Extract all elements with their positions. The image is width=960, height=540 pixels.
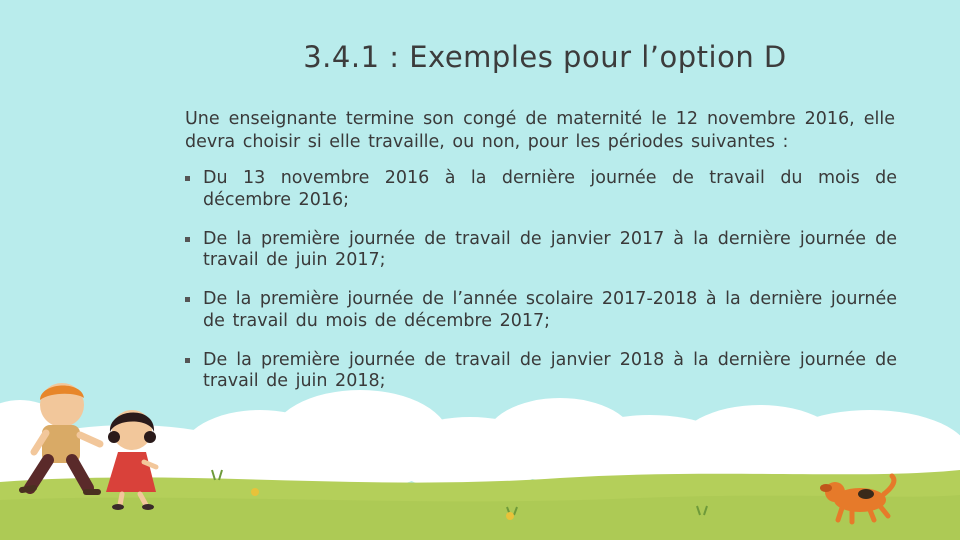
bullet-list <box>185 168 897 410</box>
slide-title: 3.4.1 : Exemples pour l’option D <box>303 40 787 74</box>
list-item-text: De la première journée de l’année scolaire 2017-2018 à la dernière journée de travail du mois de décembre 2017; <box>203 289 897 331</box>
list-item <box>185 289 897 332</box>
list-item-text: Du 13 novembre 2016 à la dernière journée de travail du mois de décembre 2016; <box>203 168 897 210</box>
bullet-marker-icon <box>185 237 190 242</box>
list-item <box>185 350 897 393</box>
bullet-marker-icon <box>185 176 190 181</box>
list-item-text: De la première journée de travail de janvier 2018 à la dernière journée de travail de juin 2018; <box>203 349 897 391</box>
bullet-marker-icon <box>185 297 190 302</box>
list-item <box>185 229 897 272</box>
list-item-text: De la première journée de travail de janvier 2017 à la dernière journée de travail de juin 2017; <box>203 228 897 270</box>
list-item <box>185 168 897 211</box>
bullet-marker-icon <box>185 358 190 363</box>
intro-paragraph: Une enseignante termine son congé de maternité le 12 novembre 2016, elle devra choisir si elle travaille, ou non, pour les périodes suivantes : <box>185 109 895 152</box>
